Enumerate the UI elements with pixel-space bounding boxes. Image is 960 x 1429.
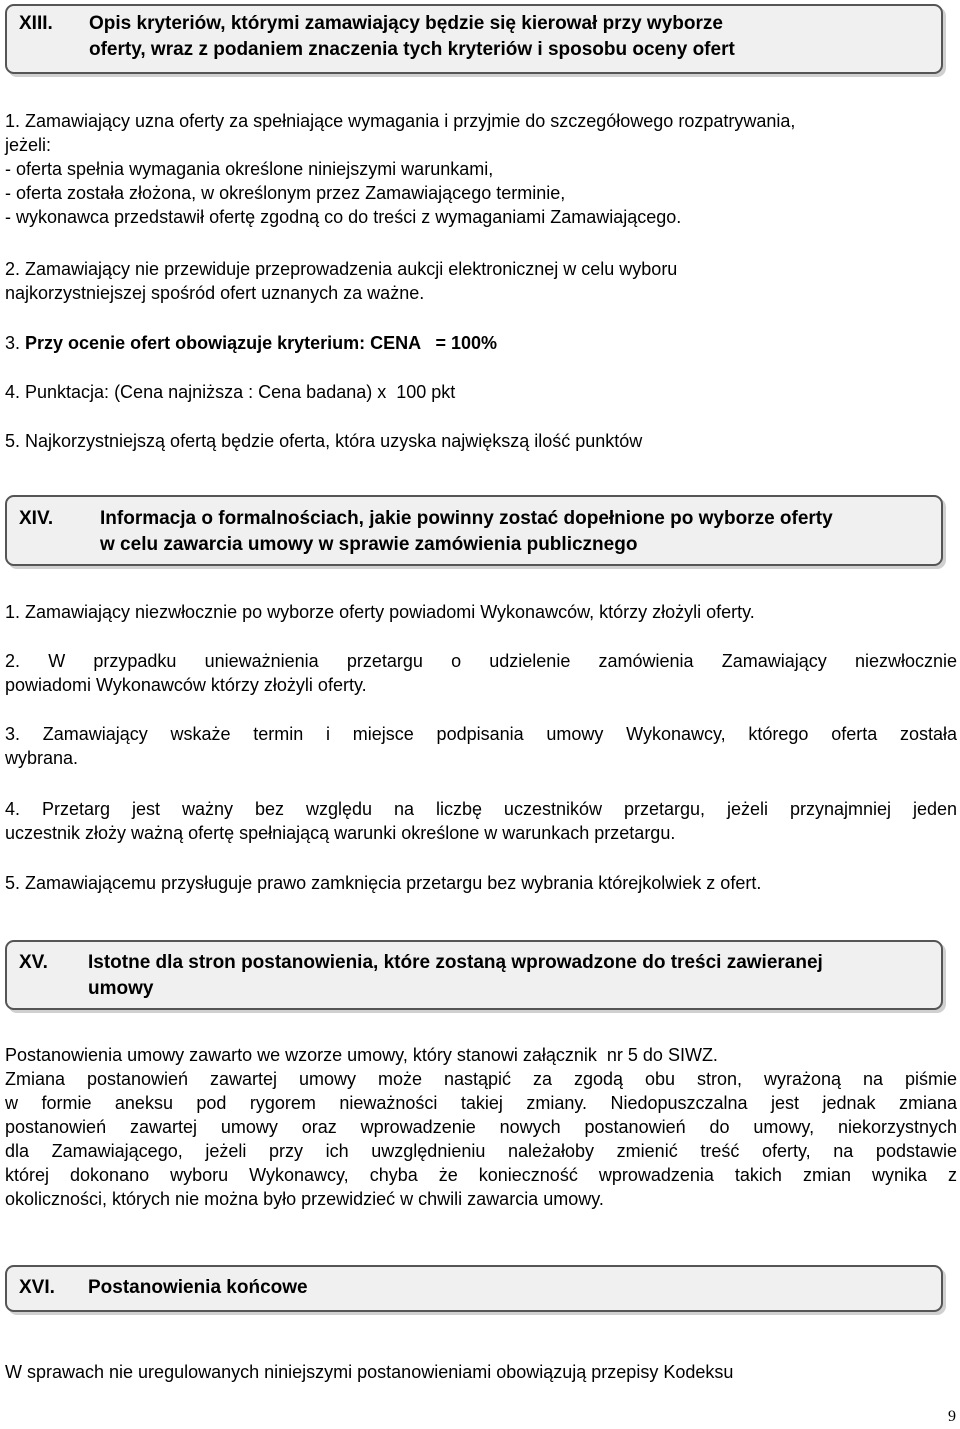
text-line: dla Zamawiającego, jeżeli przy ich uwzględnieniu należałoby zmienić treść oferty, na podstawie	[5, 1141, 957, 1161]
text-line: 4. Punktacja: (Cena najniższa : Cena badana) x 100 pkt	[5, 382, 456, 402]
section-xiv-paragraph-1	[5, 600, 957, 624]
section-xv-number: XV.	[19, 952, 48, 973]
section-xiii-paragraph-2	[5, 257, 957, 305]
text-line	[5, 331, 957, 355]
text-line: 4. Przetarg jest ważny bez względu na liczbę uczestników przetargu, jeżeli przynajmniej jeden	[5, 799, 957, 819]
page-number: 9	[948, 1408, 956, 1425]
section-xiii-paragraph-4	[5, 380, 957, 404]
text-line: której dokonano wyboru Wykonawcy, chyba że konieczność wprowadzenia takich zmian wynika z	[5, 1165, 957, 1185]
text-line: - oferta spełnia wymagania określone niniejszymi warunkami,	[5, 159, 494, 179]
item-number: 3.	[5, 333, 21, 353]
section-xiv-paragraph-3	[5, 722, 957, 770]
section-xvi-number: XVI.	[19, 1277, 55, 1298]
text-line: 2. Zamawiający nie przewiduje przeprowadzenia aukcji elektronicznej w celu wyboru	[5, 259, 678, 279]
text-line: w formie aneksu pod rygorem nieważności takiej zmiany. Niedopuszczalna jest jednak zmiana	[5, 1093, 957, 1113]
text-line: okoliczności, których nie można było przewidzieć w chwili zawarcia umowy.	[5, 1189, 604, 1209]
section-xiv-paragraph-4	[5, 797, 957, 845]
text-line: W sprawach nie uregulowanych niniejszymi postanowieniami obowiązują przepisy Kodeksu	[5, 1362, 734, 1382]
text-line: postanowień zawartej umowy oraz wprowadzenie nowych postanowień do umowy, niekorzystnych	[5, 1117, 957, 1137]
section-xvi-paragraph-1	[5, 1360, 957, 1384]
text-line: 5. Zamawiającemu przysługuje prawo zamknięcia przetargu bez wybrania którejkolwiek z ofert.	[5, 873, 762, 893]
text-line: jeżeli:	[5, 135, 52, 155]
criterion-text: Przy ocenie ofert obowiązuje kryterium: CENA = 100%	[25, 333, 498, 353]
section-xiii-title-line: oferty, wraz z podaniem znaczenia tych kryteriów i sposobu oceny ofert	[89, 39, 735, 60]
section-xiii-title	[89, 11, 735, 63]
section-xiii-paragraph-5	[5, 429, 957, 453]
section-xiv-paragraph-5	[5, 871, 957, 895]
text-line: 3. Zamawiający wskaże termin i miejsce podpisania umowy Wykonawcy, którego oferta została	[5, 724, 957, 744]
section-xv-title-line: umowy	[88, 978, 154, 999]
section-xiv-title-line: Informacja o formalnościach, jakie powinny zostać dopełnione po wyborze oferty	[100, 508, 833, 529]
section-xv-paragraph-1	[5, 1043, 957, 1067]
section-xv-title	[88, 950, 823, 1002]
text-line: 2. W przypadku unieważnienia przetargu o udzielenie zamówienia Zamawiający niezwłocznie	[5, 651, 957, 671]
section-xiii-title-line: Opis kryteriów, którymi zamawiający będzie się kierował przy wyborze	[89, 13, 723, 34]
section-xiv-number: XIV.	[19, 508, 54, 529]
text-line: 1. Zamawiający niezwłocznie po wyborze oferty powiadomi Wykonawców, którzy złożyli oferty.	[5, 602, 755, 622]
text-line: - wykonawca przedstawił ofertę zgodną co do treści z wymaganiami Zamawiającego.	[5, 207, 682, 227]
section-xvi-title: Postanowienia końcowe	[88, 1277, 308, 1298]
section-xiv-title-line: w celu zawarcia umowy w sprawie zamówienia publicznego	[100, 534, 638, 555]
section-xv-title-line: Istotne dla stron postanowienia, które zostaną wprowadzone do treści zawieranej	[88, 952, 823, 973]
text-line: 5. Najkorzystniejszą ofertą będzie oferta, która uzyska największą ilość punktów	[5, 431, 643, 451]
text-line: wybrana.	[5, 748, 79, 768]
text-line: najkorzystniejszej spośród ofert uznanych za ważne.	[5, 283, 425, 303]
text-line: Postanowienia umowy zawarto we wzorze umowy, który stanowi załącznik nr 5 do SIWZ.	[5, 1045, 718, 1065]
section-xiii-number: XIII.	[19, 13, 53, 34]
text-line: powiadomi Wykonawców którzy złożyli oferty.	[5, 675, 367, 695]
section-xiv-title	[100, 506, 833, 558]
text-line: uczestnik złoży ważną ofertę spełniającą warunki określone w warunkach przetargu.	[5, 823, 676, 843]
section-xiv-paragraph-2	[5, 649, 957, 697]
section-xv-paragraph-2	[5, 1067, 957, 1211]
section-xiii-paragraph-1	[5, 109, 957, 229]
section-xiii-paragraph-3	[5, 331, 957, 355]
text-line: Zmiana postanowień zawartej umowy może nastąpić za zgodą obu stron, wyrażoną na piśmie	[5, 1069, 957, 1089]
text-line: - oferta została złożona, w określonym przez Zamawiającego terminie,	[5, 183, 566, 203]
text-line: 1. Zamawiający uzna oferty za spełniające wymagania i przyjmie do szczegółowego rozpatrywania,	[5, 111, 796, 131]
